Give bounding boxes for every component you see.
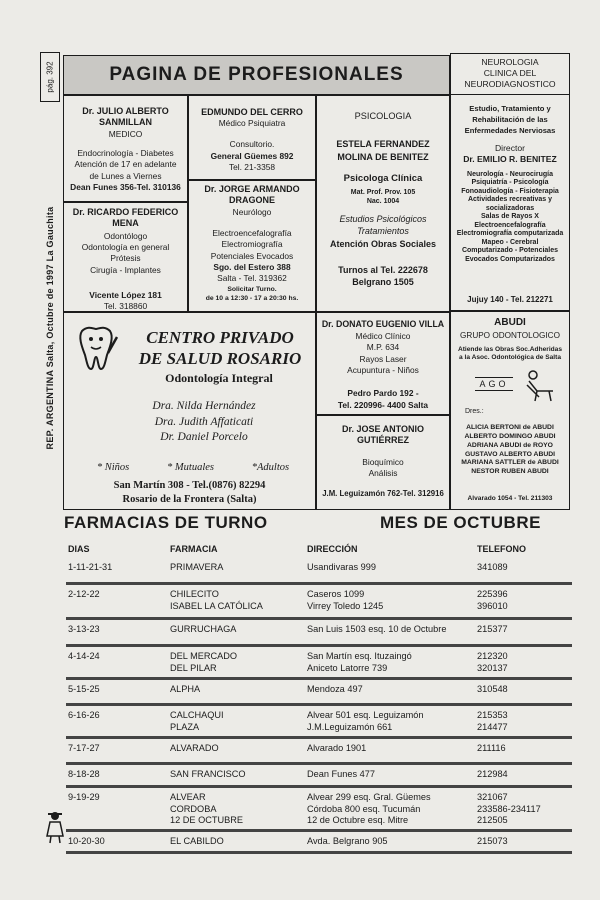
psicologia-box: PSICOLOGIA ESTELA FERNANDEZ MOLINA DE BENITEZ Psicologa Clínica Mat. Prof. Prov. 105 Nac. 1004 Estudios Psicológicos Tratamientos Atención Obras Sociales Turnos al Tel. 222678 Belgrano 1505 bbox=[316, 95, 450, 312]
tooth-icon bbox=[74, 323, 118, 373]
table-row: 6-16-26 CALCHAQUI PLAZA Alvear 501 esq. Leguizamón J.M.Leguizamón 661 215353 214477 bbox=[66, 706, 572, 739]
col-direccion: DIRECCIÓN bbox=[307, 544, 358, 554]
table-row: 8-18-28 SAN FRANCISCO Dean Funes 477 212984 bbox=[66, 765, 572, 788]
table-row: 10-20-30 EL CABILDO Avda. Belgrano 905 215073 bbox=[66, 832, 572, 854]
table-row: 4-14-24 DEL MERCADO DEL PILAR San Martín esq. Ituzaingó Aniceto Latorre 739 212320 320137 bbox=[66, 647, 572, 680]
table-row: 5-15-25 ALPHA Mendoza 497 310548 bbox=[66, 680, 572, 706]
centro-rosario-box: CENTRO PRIVADO DE SALUD ROSARIO Odontología Integral Dra. Nilda Hernández Dra. Judith Affaticati Dr. Daniel Porcelo * Niños * Mutuales *Adultos San Martín 308 - Tel.(0876) 82294 Rosario de la Frontera (Salta) bbox=[63, 312, 316, 510]
villa-box: Dr. DONATO EUGENIO VILLA Médico Clínico M.P. 634 Rayos Laser Acupuntura - Niños Pedro Pardo 192 - Tel. 220996- 4400 Salta bbox=[316, 312, 450, 415]
table-row: 3-13-23 GURRUCHAGA San Luis 1503 esq. 10 de Octubre 215377 bbox=[66, 620, 572, 647]
table-row: 1-11-21-31 PRIMAVERA Usandivaras 999 341089 bbox=[66, 558, 572, 585]
col-telefono: TELEFONO bbox=[477, 544, 526, 554]
mascot-illustration bbox=[44, 810, 66, 844]
dragone-box: Dr. JORGE ARMANDO DRAGONE Neurólogo Electroencefalografía Electromiografía Potenciales Evocados Sgo. del Estero 388 Salta - Tel. 319362 Solicitar Turno. de 10 a 12:30 - 17 a 20:30 hs. bbox=[188, 180, 316, 312]
farmacias-title: FARMACIAS DE TURNO bbox=[64, 513, 268, 532]
ago-logo: AGO bbox=[475, 377, 513, 391]
side-masthead: REP. ARGENTINA Salta, Octubre de 1997 La Gauchita bbox=[45, 206, 55, 449]
dental-chair-icon bbox=[523, 369, 559, 405]
header-title: PAGINA DE PROFESIONALES bbox=[63, 55, 450, 95]
page-number: pág. 392 bbox=[40, 52, 60, 102]
table-row: 2-12-22 CHILECITO ISABEL LA CATÓLICA Caseros 1099 Virrey Toledo 1245 225396 396010 bbox=[66, 585, 572, 620]
mena-box: Dr. RICARDO FEDERICO MENA Odontólogo Odontología en general Prótesis Cirugía - Implantes Vicente López 181 Tel. 318860 bbox=[63, 202, 188, 312]
gutierrez-box: Dr. JOSE ANTONIO GUTIÉRREZ Bioquímico Análisis J.M. Leguizamón 762-Tel. 312916 bbox=[316, 415, 450, 510]
table-row: 7-17-27 ALVARADO Alvarado 1901 211116 bbox=[66, 739, 572, 765]
sanmillan-box: Dr. JULIO ALBERTO SANMILLAN MEDICO Endocrinología - Diabetes Atención de 17 en adelante de Lunes a Viernes Dean Funes 356-Tel. 310136 bbox=[63, 95, 188, 202]
col-farmacia: FARMACIA bbox=[170, 544, 218, 554]
abudi-box: ABUDI GRUPO ODONTOLOGICO Atiende las Obras Soc.Adheridas a la Asoc. Odontológica de Salta AGO Dres.: ALICIA BERTONI de ABUDI ALBERTO DOMINGO ABUDI ADRIANA ABUDI de ROYO GUSTAVO ALBERTO ABUDI MARIANA SATTLER de ABUDI NESTOR RUBEN ABUDI Alvarado 1054 - Tel. 211303 bbox=[450, 311, 570, 510]
farmacias-month: MES DE OCTUBRE bbox=[380, 513, 541, 532]
neuro-clinic-box: NEUROLOGIA CLINICA DEL NEURODIAGNOSTICO Estudio, Tratamiento y Rehabilitación de las Enfermedades Nerviosas Director Dr. EMILIO R. BENITEZ Neurología - Neurocirugía Psiquiatría - Psicología Fonoaudiología - Fisioterapia Actividades recreativas y socializadoras Salas de Rayos X Electroencefalografía Electromiografía computarizada Mapeo - Cerebral Computarizado - Potenciales Evocados Computarizados Jujuy 140 - Tel. 212271 bbox=[450, 53, 570, 311]
col-dias: DIAS bbox=[68, 544, 90, 554]
table-row: 9-19-29 ALVEAR CORDOBA 12 DE OCTUBRE Alvear 299 esq. Gral. Güemes Córdoba 800 esq. Tucumán 12 de Octubre esq. Mitre 321067 233586-234117 212505 bbox=[66, 788, 572, 832]
delcerro-box: EDMUNDO DEL CERRO Médico Psiquiatra Consultorio. General Güemes 892 Tel. 21-3358 bbox=[188, 95, 316, 180]
